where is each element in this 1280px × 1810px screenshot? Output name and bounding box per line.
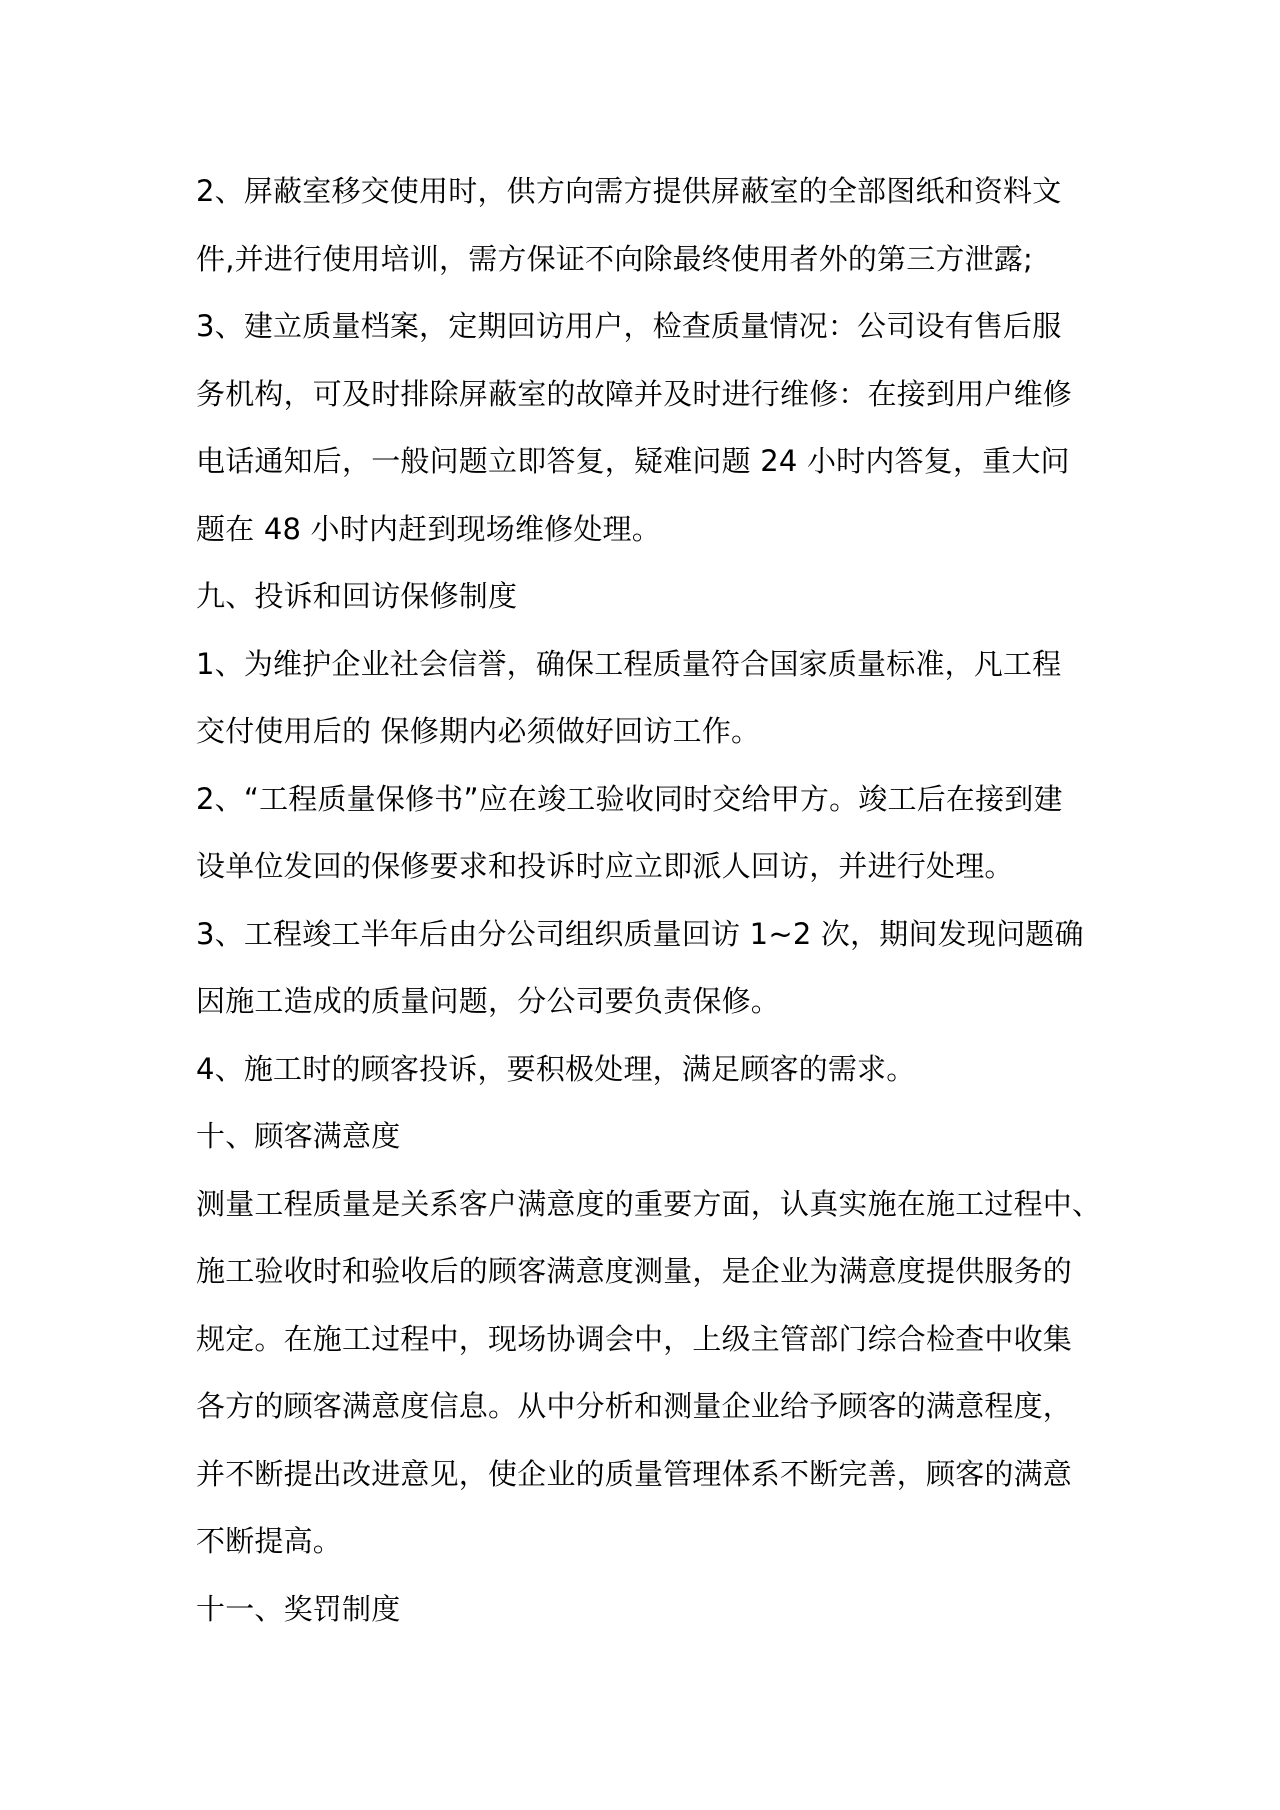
text-line: 因施工造成的质量问题，分公司要负责保修。 xyxy=(196,984,781,1018)
text-line: 件,并进行使用培训，需方保证不向除最终使用者外的第三方泄露; xyxy=(196,241,1033,276)
text-line: 并不断提出改进意见，使企业的质量管理体系不断完善，顾客的满意 xyxy=(196,1456,1073,1491)
text-line: 务机构，可及时排除屏蔽室的故障并及时进行维修：在接到用户维修 xyxy=(196,376,1073,411)
text-line: 规定。在施工过程中，现场协调会中，上级主管部门综合检查中收集 xyxy=(196,1321,1073,1356)
section-heading: 九、投诉和回访保修制度 xyxy=(196,579,518,613)
text-line: 2、“工程质量保修书”应在竣工验收同时交给甲方。竣工后在接到建 xyxy=(196,781,1063,816)
section-heading: 十一、奖罚制度 xyxy=(196,1591,401,1626)
text-line: 交付使用后的 保修期内必须做好回访工作。 xyxy=(196,714,761,748)
text-line: 题在 48 小时内赶到现场维修处理。 xyxy=(196,511,661,546)
text-line: 设单位发回的保修要求和投诉时应立即派人回访，并进行处理。 xyxy=(196,849,1014,883)
text-line: 不断提高。 xyxy=(196,1524,343,1558)
text-line: 2、屏蔽室移交使用时，供方向需方提供屏蔽室的全部图纸和资料文 xyxy=(196,174,1062,208)
text-line: 4、施工时的顾客投诉，要积极处理，满足顾客的需求。 xyxy=(196,1051,916,1086)
text-line: 施工验收时和验收后的顾客满意度测量，是企业为满意度提供服务的 xyxy=(196,1254,1073,1288)
text-line: 3、工程竣工半年后由分公司组织质量回访 1~2 次，期间发现问题确 xyxy=(196,916,1084,951)
section-heading: 十、顾客满意度 xyxy=(196,1119,401,1153)
text-line: 1、为维护企业社会信誉，确保工程质量符合国家质量标准，凡工程 xyxy=(196,646,1062,681)
text-line: 各方的顾客满意度信息。从中分析和测量企业给予顾客的满意程度， xyxy=(196,1389,1073,1423)
text-line: 3、建立质量档案，定期回访用户，检查质量情况：公司设有售后服 xyxy=(196,309,1062,343)
text-line: 测量工程质量是关系客户满意度的重要方面，认真实施在施工过程中、 xyxy=(196,1186,1102,1221)
document-page xyxy=(196,158,1106,1643)
text-line: 电话通知后，一般问题立即答复，疑难问题 24 小时内答复，重大问 xyxy=(196,444,1070,478)
